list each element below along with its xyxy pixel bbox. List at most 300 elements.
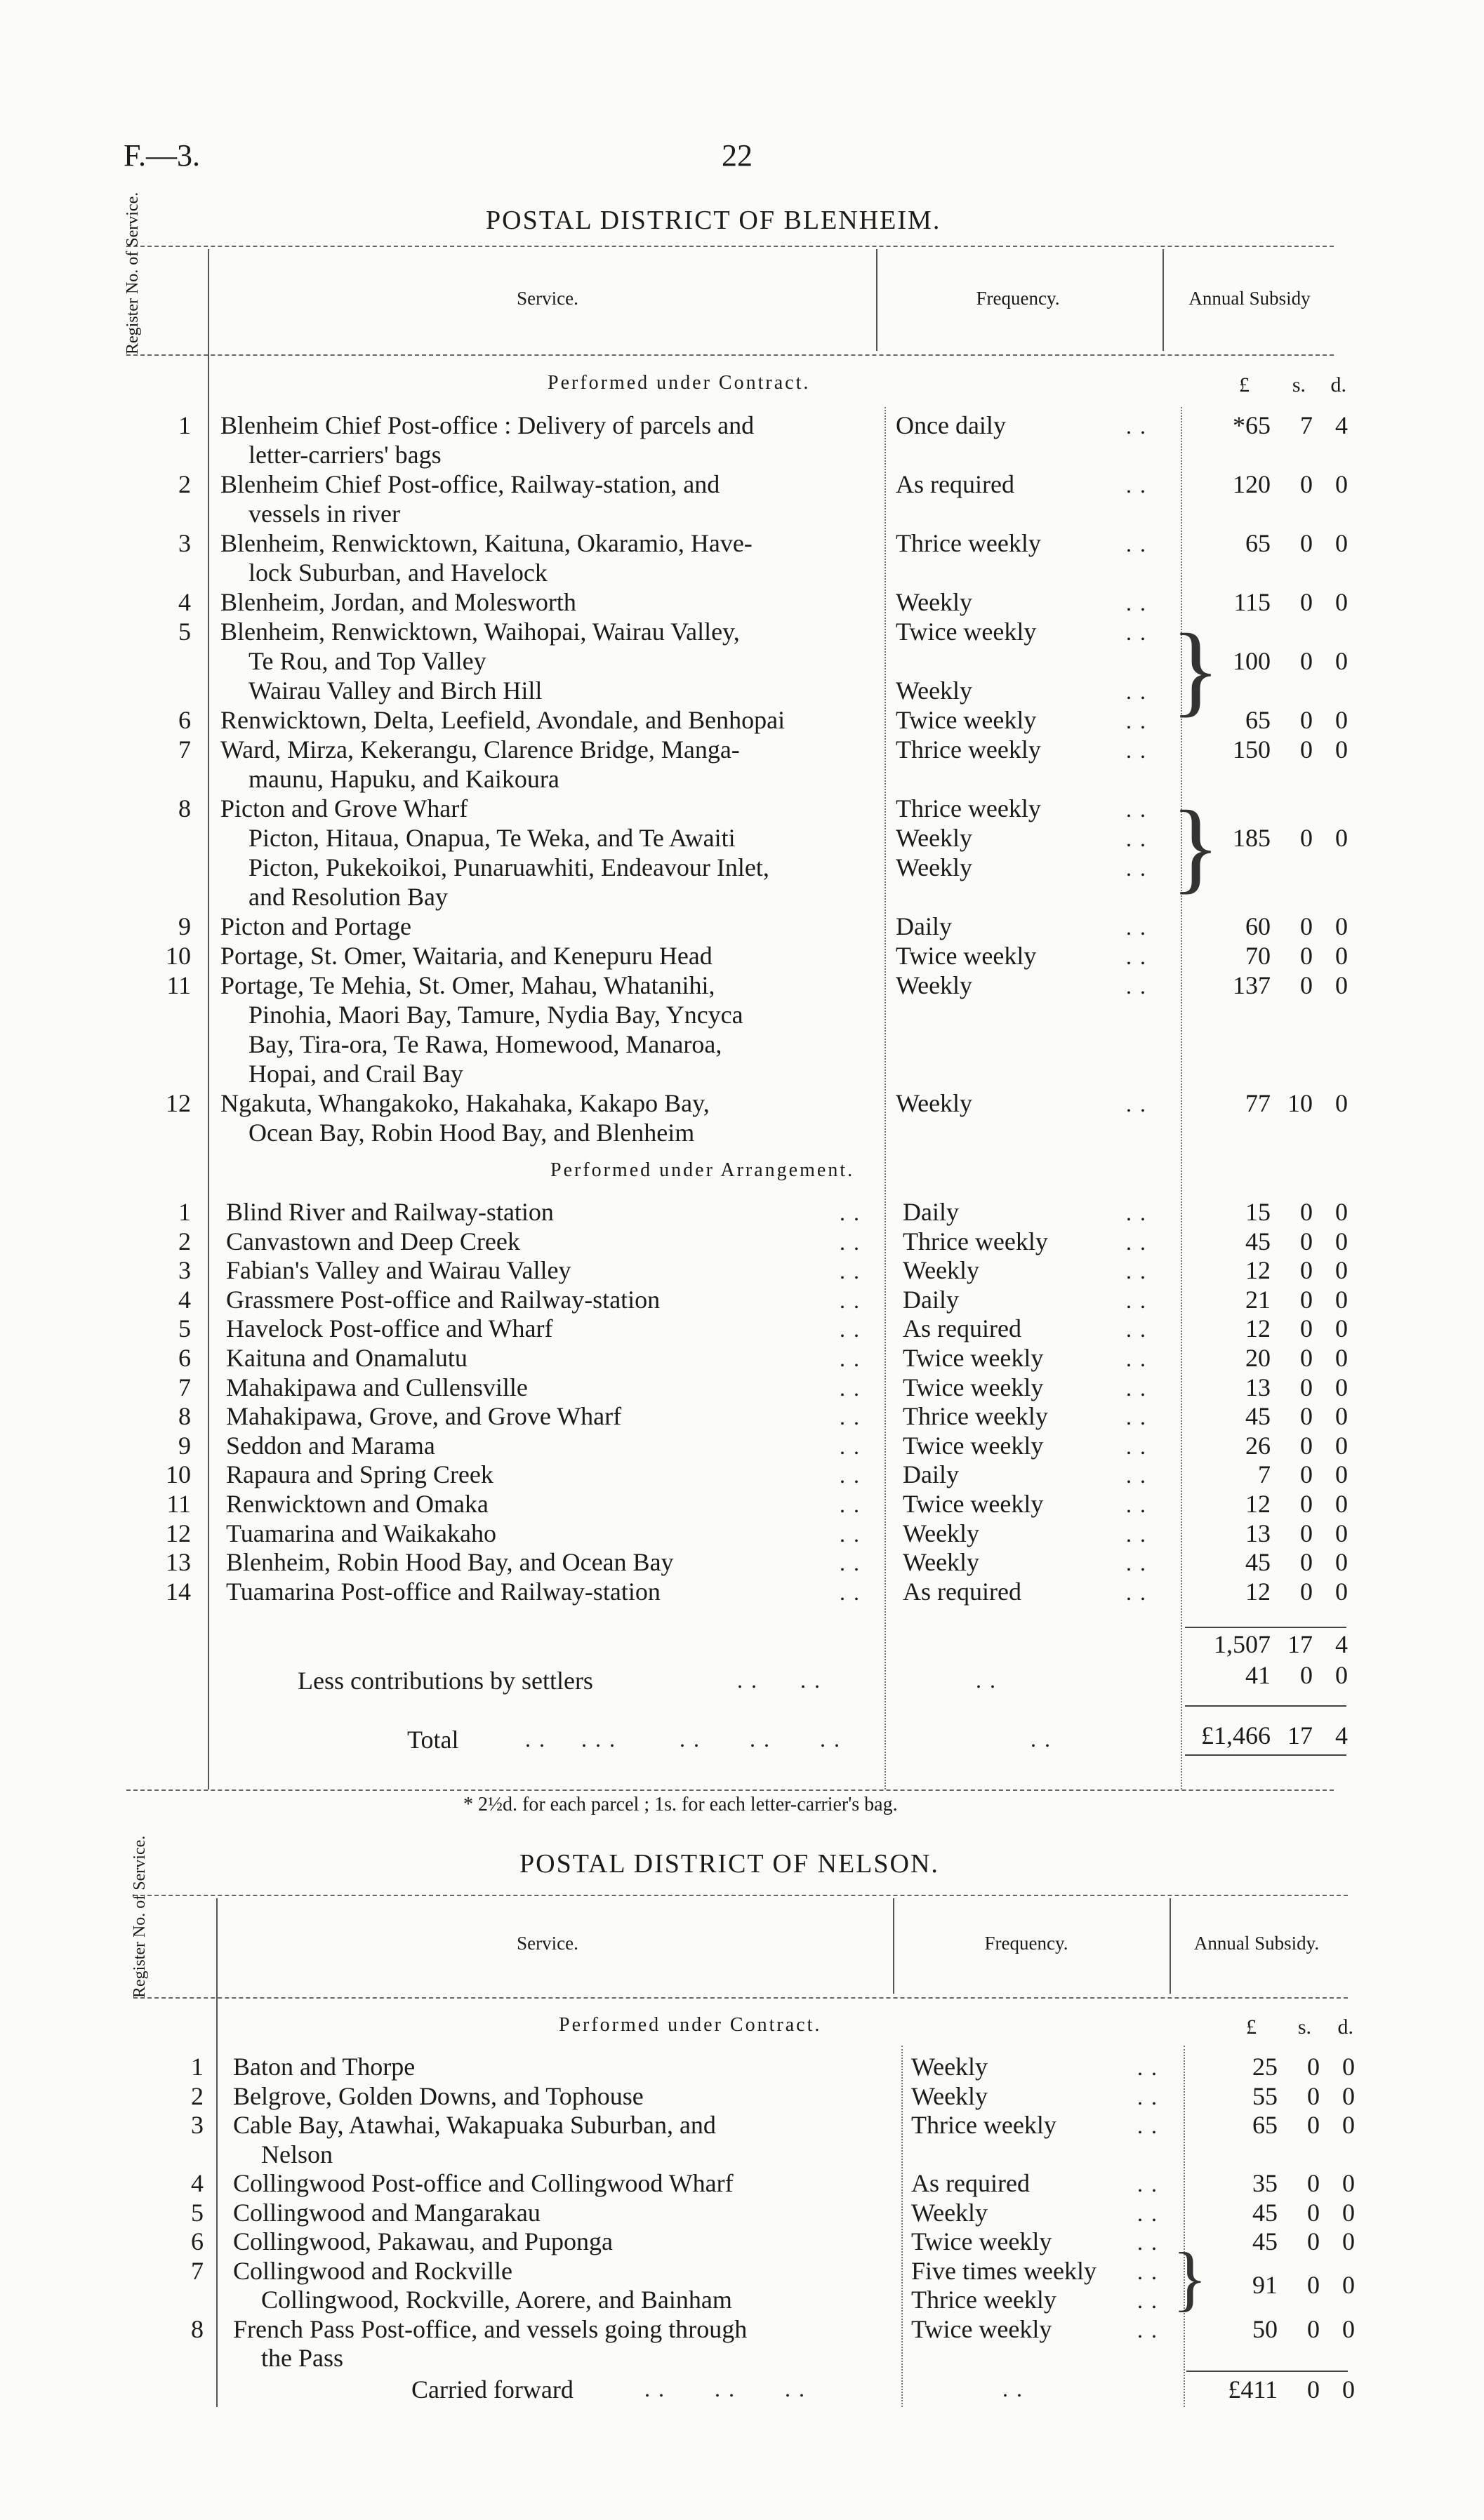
- blenheim-contract-freq-leader: . .: [1126, 738, 1147, 763]
- nelson-contract-frequency: Weekly: [911, 2198, 988, 2227]
- blenheim-contract-pounds: 115: [1233, 588, 1271, 616]
- nelson-col-register: Register No. of Service.: [131, 1835, 149, 1998]
- nelson-col-divider-5: [1184, 2046, 1185, 2407]
- nelson-contract-pounds: 45: [1252, 2227, 1278, 2255]
- blenheim-arrangement-pence: 0: [1335, 1548, 1348, 1577]
- blenheim-arrangement-pence: 0: [1335, 1402, 1348, 1431]
- blenheim-header-top-rule: [126, 246, 1334, 247]
- blenheim-contract-pounds: 60: [1245, 912, 1271, 940]
- blenheim-contract-service-line: Blenheim Chief Post-office : Delivery of parcels and: [220, 411, 755, 439]
- blenheim-arrangement-pence: 0: [1335, 1256, 1348, 1285]
- blenheim-contract-service-line: Pinohia, Maori Bay, Tamure, Nydia Bay, Yncyca: [249, 1001, 743, 1029]
- blenheim-arrangement-pence: 0: [1335, 1519, 1348, 1547]
- blenheim-contract-pounds: 100: [1233, 647, 1271, 675]
- blenheim-contract-pounds: *65: [1233, 411, 1271, 439]
- blenheim-contract-frequency: Twice weekly: [896, 942, 1037, 970]
- nelson-contract-pence: 0: [1342, 2314, 1355, 2343]
- blenheim-subtotal-rule: [1185, 1627, 1346, 1628]
- blenheim-arrangement-pounds: 13: [1245, 1519, 1271, 1547]
- nelson-contract-heading: Performed under Contract.: [559, 2014, 822, 2036]
- blenheim-contract-shillings: 10: [1287, 1089, 1313, 1117]
- blenheim-arrangement-frequency: Twice weekly: [903, 1344, 1044, 1372]
- nelson-contract-pounds: 45: [1252, 2198, 1278, 2227]
- blenheim-arrangement-service-leader: . .: [840, 1375, 861, 1401]
- blenheim-contract-shillings: 0: [1300, 912, 1313, 940]
- blenheim-total-pence: 4: [1335, 1721, 1348, 1749]
- blenheim-less-dots: . . . . . .: [737, 1667, 997, 1693]
- blenheim-arrangement-pence: 0: [1335, 1344, 1348, 1372]
- nelson-carried-pounds: £411: [1228, 2375, 1278, 2404]
- blenheim-arrangement-service: Blind River and Railway-station: [226, 1198, 554, 1226]
- nelson-contract-service-line: French Pass Post-office, and vessels going through: [233, 2314, 748, 2343]
- blenheim-arrangement-pounds: 45: [1245, 1227, 1271, 1255]
- blenheim-contract-frequency: Thrice weekly: [896, 794, 1041, 822]
- blenheim-arrangement-frequency: Weekly: [903, 1256, 980, 1285]
- blenheim-contract-frequency: Twice weekly: [896, 706, 1037, 734]
- blenheim-arrangement-shillings: 0: [1300, 1314, 1313, 1343]
- blenheim-arrangement-frequency: Thrice weekly: [903, 1402, 1048, 1431]
- blenheim-col-register: Register No. of Service.: [124, 192, 142, 354]
- blenheim-arrangement-service: Mahakipawa, Grove, and Grove Wharf: [226, 1402, 622, 1431]
- blenheim-contract-service-line: Portage, St. Omer, Waitaria, and Kenepuru Head: [220, 942, 713, 970]
- blenheim-arrangement-frequency: Twice weekly: [903, 1431, 1044, 1460]
- blenheim-arrangement-service-leader: . .: [840, 1550, 861, 1576]
- nelson-contract-freq-leader: . .: [1137, 2084, 1158, 2109]
- blenheim-arrangement-pounds: 45: [1245, 1402, 1271, 1431]
- nelson-contract-service-line: Baton and Thorpe: [233, 2053, 416, 2081]
- blenheim-arrangement-shillings: 0: [1300, 1519, 1313, 1547]
- nelson-contract-freq-leader: . .: [1137, 2055, 1158, 2080]
- blenheim-contract-frequency: Twice weekly: [896, 618, 1037, 646]
- blenheim-arrangement-register-no: 9: [178, 1431, 191, 1460]
- nelson-currency-pounds: £: [1246, 2015, 1257, 2039]
- nelson-contract-shillings: 0: [1307, 2053, 1320, 2081]
- nelson-contract-frequency: Five times weekly: [911, 2256, 1097, 2285]
- blenheim-arrangement-register-no: 3: [178, 1256, 191, 1285]
- blenheim-arrangement-pence: 0: [1335, 1431, 1348, 1460]
- nelson-currency-shillings: s.: [1297, 2015, 1311, 2039]
- blenheim-arrangement-service: Rapaura and Spring Creek: [226, 1460, 493, 1489]
- blenheim-contract-pounds: 77: [1245, 1089, 1271, 1117]
- blenheim-col-divider-1: [208, 249, 209, 1789]
- blenheim-contract-pence: 0: [1335, 647, 1348, 675]
- blenheim-contract-pounds: 137: [1233, 971, 1271, 999]
- blenheim-col-frequency: Frequency.: [976, 288, 1060, 309]
- nelson-contract-shillings: 0: [1307, 2169, 1320, 2197]
- nelson-header-bottom-rule: [133, 1997, 1348, 1999]
- nelson-carried-rule: [1186, 2371, 1348, 2372]
- blenheim-arrangement-freq-leader: . .: [1126, 1316, 1147, 1342]
- blenheim-header-bottom-rule: [126, 354, 1334, 356]
- blenheim-contract-freq-leader: . .: [1126, 973, 1147, 999]
- blenheim-contract-shillings: 0: [1300, 971, 1313, 999]
- blenheim-contract-shillings: 7: [1300, 411, 1313, 439]
- blenheim-currency-shillings: s.: [1292, 373, 1306, 396]
- blenheim-contract-service-line: and Resolution Bay: [249, 883, 448, 911]
- blenheim-arrangement-shillings: 0: [1300, 1373, 1313, 1401]
- blenheim-arrangement-pence: 0: [1335, 1227, 1348, 1255]
- blenheim-arrangement-freq-leader: . .: [1126, 1521, 1147, 1547]
- nelson-contract-freq-leader: . .: [1137, 2288, 1158, 2313]
- blenheim-arrangement-service: Fabian's Valley and Wairau Valley: [226, 1256, 571, 1285]
- nelson-contract-frequency: Twice weekly: [911, 2314, 1052, 2343]
- blenheim-arrangement-service-leader: . .: [840, 1229, 861, 1255]
- blenheim-contract-pence: 0: [1335, 912, 1348, 940]
- nelson-contract-pence: 0: [1342, 2111, 1355, 2139]
- blenheim-arrangement-service: Grassmere Post-office and Railway-station: [226, 1285, 661, 1314]
- nelson-contract-brace: }: [1172, 2238, 1207, 2319]
- nelson-contract-shillings: 0: [1307, 2081, 1320, 2110]
- blenheim-contract-freq-leader: . .: [1126, 826, 1147, 851]
- blenheim-contract-frequency: Thrice weekly: [896, 529, 1041, 557]
- blenheim-contract-brace: }: [1171, 613, 1221, 726]
- blenheim-contract-register-no: 5: [178, 618, 191, 646]
- blenheim-arrangement-frequency: As required: [903, 1314, 1021, 1343]
- nelson-contract-register-no: 7: [191, 2256, 204, 2285]
- blenheim-contract-shillings: 0: [1300, 470, 1313, 498]
- blenheim-arrangement-shillings: 0: [1300, 1227, 1313, 1255]
- nelson-contract-pence: 0: [1342, 2081, 1355, 2110]
- blenheim-arrangement-service: Blenheim, Robin Hood Bay, and Ocean Bay: [226, 1548, 674, 1577]
- nelson-contract-pounds: 91: [1252, 2271, 1278, 2300]
- blenheim-contract-frequency: Once daily: [896, 411, 1006, 439]
- blenheim-arrangement-pounds: 12: [1245, 1314, 1271, 1343]
- blenheim-arrangement-pounds: 15: [1245, 1198, 1271, 1226]
- blenheim-arrangement-shillings: 0: [1300, 1198, 1313, 1226]
- blenheim-contract-freq-leader: . .: [1126, 620, 1147, 645]
- nelson-contract-frequency: Weekly: [911, 2053, 988, 2081]
- blenheim-arrangement-register-no: 13: [166, 1548, 191, 1577]
- nelson-title: POSTAL DISTRICT OF NELSON.: [519, 1849, 939, 1879]
- blenheim-arrangement-freq-leader: . .: [1126, 1287, 1147, 1313]
- blenheim-contract-service-line: Picton and Grove Wharf: [220, 794, 468, 822]
- blenheim-contract-shillings: 0: [1300, 588, 1313, 616]
- nelson-contract-pence: 0: [1342, 2227, 1355, 2255]
- blenheim-contract-shillings: 0: [1300, 529, 1313, 557]
- blenheim-subtotal-pence: 4: [1335, 1630, 1348, 1658]
- blenheim-arrangement-service: Tuamarina and Waikakaho: [226, 1519, 497, 1547]
- blenheim-contract-service-line: Wairau Valley and Birch Hill: [249, 676, 543, 705]
- blenheim-contract-frequency: Weekly: [896, 824, 973, 852]
- nelson-carried-shillings: 0: [1307, 2375, 1320, 2404]
- blenheim-arrangement-service-leader: . .: [840, 1521, 861, 1547]
- blenheim-arrangement-pounds: 7: [1258, 1460, 1271, 1489]
- blenheim-bottom-rule: [126, 1789, 1334, 1791]
- blenheim-arrangement-frequency: Weekly: [903, 1548, 980, 1577]
- blenheim-subtotal-pounds: 1,507: [1214, 1630, 1271, 1658]
- blenheim-contract-freq-leader: . .: [1126, 413, 1147, 439]
- nelson-contract-register-no: 8: [191, 2314, 204, 2343]
- blenheim-contract-service-line: Ngakuta, Whangakoko, Hakahaka, Kakapo Bay,: [220, 1089, 710, 1117]
- blenheim-contract-register-no: 8: [178, 794, 191, 822]
- blenheim-total-dots: . . . . . . . . . . . . .: [525, 1726, 1052, 1752]
- nelson-col-divider-2: [893, 1898, 894, 1994]
- blenheim-arrangement-service-leader: . .: [840, 1462, 861, 1488]
- nelson-contract-pounds: 55: [1252, 2081, 1278, 2110]
- blenheim-arrangement-freq-leader: . .: [1126, 1375, 1147, 1401]
- blenheim-arrangement-freq-leader: . .: [1126, 1346, 1147, 1371]
- blenheim-arrangement-register-no: 14: [166, 1577, 191, 1606]
- nelson-contract-register-no: 2: [191, 2081, 204, 2110]
- blenheim-arrangement-service-leader: . .: [840, 1579, 861, 1605]
- page-reference: F.—3.: [124, 138, 200, 173]
- nelson-contract-service-line: Collingwood, Pakawau, and Puponga: [233, 2227, 613, 2255]
- blenheim-arrangement-service-leader: . .: [840, 1492, 861, 1517]
- nelson-contract-service-line: Belgrove, Golden Downs, and Tophouse: [233, 2081, 644, 2110]
- blenheim-contract-service-line: Blenheim, Renwicktown, Kaituna, Okaramio, Have-: [220, 529, 753, 557]
- blenheim-arrangement-register-no: 4: [178, 1285, 191, 1314]
- nelson-contract-pence: 0: [1342, 2198, 1355, 2227]
- blenheim-arrangement-shillings: 0: [1300, 1402, 1313, 1431]
- blenheim-arrangement-shillings: 0: [1300, 1344, 1313, 1372]
- blenheim-arrangement-pounds: 12: [1245, 1256, 1271, 1285]
- blenheim-arrangement-pence: 0: [1335, 1198, 1348, 1226]
- nelson-contract-service-line: Collingwood and Rockville: [233, 2256, 512, 2285]
- blenheim-contract-register-no: 1: [178, 411, 191, 439]
- blenheim-contract-freq-leader: . .: [1126, 855, 1147, 881]
- blenheim-arrangement-pounds: 45: [1245, 1548, 1271, 1577]
- blenheim-arrangement-service-leader: . .: [840, 1433, 861, 1459]
- blenheim-contract-frequency: Weekly: [896, 853, 973, 881]
- blenheim-arrangement-pence: 0: [1335, 1460, 1348, 1489]
- blenheim-less-pence: 0: [1335, 1661, 1348, 1689]
- blenheim-col-divider-2: [876, 249, 877, 351]
- blenheim-contract-frequency: Weekly: [896, 588, 973, 616]
- nelson-contract-shillings: 0: [1307, 2198, 1320, 2227]
- nelson-col-divider-1: [216, 1898, 218, 2407]
- blenheim-arrangement-service-leader: . .: [840, 1404, 861, 1430]
- blenheim-total-label: Total: [407, 1726, 459, 1754]
- blenheim-col-service: Service.: [517, 288, 578, 309]
- blenheim-arrangement-freq-leader: . .: [1126, 1200, 1147, 1225]
- blenheim-contract-freq-leader: . .: [1126, 708, 1147, 733]
- blenheim-contract-pence: 0: [1335, 706, 1348, 734]
- blenheim-contract-shillings: 0: [1300, 824, 1313, 852]
- blenheim-contract-pounds: 70: [1245, 942, 1271, 970]
- blenheim-contract-service-line: Hopai, and Crail Bay: [249, 1060, 463, 1088]
- nelson-contract-service-line: Collingwood, Rockville, Aorere, and Bainham: [261, 2286, 732, 2314]
- blenheim-contract-shillings: 0: [1300, 706, 1313, 734]
- blenheim-arrangement-pence: 0: [1335, 1490, 1348, 1518]
- blenheim-arrangement-freq-leader: . .: [1126, 1404, 1147, 1430]
- blenheim-col-divider-3: [1162, 249, 1164, 351]
- blenheim-contract-pence: 4: [1335, 411, 1348, 439]
- blenheim-contract-pence: 0: [1335, 529, 1348, 557]
- nelson-contract-pounds: 50: [1252, 2314, 1278, 2343]
- blenheim-contract-service-line: Ocean Bay, Robin Hood Bay, and Blenheim: [249, 1119, 695, 1147]
- blenheim-arrangement-service: Havelock Post-office and Wharf: [226, 1314, 553, 1343]
- blenheim-col-divider-4: [885, 407, 886, 1789]
- blenheim-total-rule-bottom: [1185, 1754, 1346, 1756]
- blenheim-contract-shillings: 0: [1300, 647, 1313, 675]
- blenheim-contract-pence: 0: [1335, 735, 1348, 764]
- blenheim-arrangement-service-leader: . .: [840, 1316, 861, 1342]
- blenheim-arrangement-shillings: 0: [1300, 1460, 1313, 1489]
- blenheim-arrangement-frequency: Twice weekly: [903, 1373, 1044, 1401]
- nelson-contract-register-no: 1: [191, 2053, 204, 2081]
- blenheim-contract-service-line: vessels in river: [249, 500, 400, 528]
- blenheim-contract-service-line: Bay, Tira-ora, Te Rawa, Homewood, Manaroa,: [249, 1030, 722, 1058]
- blenheim-contract-shillings: 0: [1300, 735, 1313, 764]
- nelson-contract-frequency: Thrice weekly: [911, 2111, 1056, 2139]
- blenheim-arrangement-service: Kaituna and Onamalutu: [226, 1344, 468, 1372]
- blenheim-less-shillings: 0: [1300, 1661, 1313, 1689]
- nelson-contract-shillings: 0: [1307, 2314, 1320, 2343]
- nelson-contract-service-line: Collingwood Post-office and Collingwood Wharf: [233, 2169, 734, 2197]
- blenheim-arrangement-register-no: 12: [166, 1519, 191, 1547]
- nelson-carried-pence: 0: [1342, 2375, 1355, 2404]
- nelson-contract-pence: 0: [1342, 2053, 1355, 2081]
- nelson-col-frequency: Frequency.: [984, 1933, 1068, 1954]
- blenheim-contract-pence: 0: [1335, 470, 1348, 498]
- blenheim-contract-service-line: Te Rou, and Top Valley: [249, 647, 486, 675]
- blenheim-contract-frequency: Weekly: [896, 1089, 973, 1117]
- blenheim-contract-register-no: 3: [178, 529, 191, 557]
- blenheim-contract-shillings: 0: [1300, 942, 1313, 970]
- blenheim-contract-service-line: Picton, Hitaua, Onapua, Te Weka, and Te Awaiti: [249, 824, 736, 852]
- blenheim-footnote: * 2½d. for each parcel ; 1s. for each letter-carrier's bag.: [463, 1794, 898, 1815]
- blenheim-arrangement-frequency: Weekly: [903, 1519, 980, 1547]
- blenheim-contract-pence: 0: [1335, 824, 1348, 852]
- blenheim-contract-pence: 0: [1335, 1089, 1348, 1117]
- blenheim-arrangement-freq-leader: . .: [1126, 1492, 1147, 1517]
- blenheim-contract-pounds: 65: [1245, 706, 1271, 734]
- nelson-col-divider-4: [901, 2046, 903, 2407]
- blenheim-total-rule-top: [1185, 1705, 1346, 1707]
- blenheim-arrangement-pence: 0: [1335, 1314, 1348, 1343]
- nelson-col-service: Service.: [517, 1933, 578, 1954]
- blenheim-arrangement-shillings: 0: [1300, 1490, 1313, 1518]
- nelson-contract-pounds: 65: [1252, 2111, 1278, 2139]
- blenheim-contract-brace: }: [1171, 789, 1221, 903]
- blenheim-arrangement-frequency: As required: [903, 1577, 1021, 1606]
- nelson-contract-freq-leader: . .: [1137, 2200, 1158, 2226]
- blenheim-contract-pence: 0: [1335, 588, 1348, 616]
- page-number: 22: [722, 138, 753, 173]
- blenheim-arrangement-service: Tuamarina Post-office and Railway-station: [226, 1577, 661, 1606]
- blenheim-arrangement-pence: 0: [1335, 1285, 1348, 1314]
- nelson-contract-pence: 0: [1342, 2169, 1355, 2197]
- blenheim-contract-pence: 0: [1335, 971, 1348, 999]
- blenheim-arrangement-frequency: Thrice weekly: [903, 1227, 1048, 1255]
- nelson-contract-frequency: Weekly: [911, 2081, 988, 2110]
- blenheim-contract-register-no: 11: [166, 971, 191, 999]
- nelson-contract-shillings: 0: [1307, 2271, 1320, 2300]
- blenheim-contract-frequency: As required: [896, 470, 1014, 498]
- blenheim-contract-frequency: Weekly: [896, 676, 973, 705]
- blenheim-contract-freq-leader: . .: [1126, 472, 1147, 498]
- blenheim-contract-service-line: Renwicktown, Delta, Leefield, Avondale, and Benhopai: [220, 706, 786, 734]
- nelson-carried-label: Carried forward: [411, 2375, 574, 2404]
- blenheim-contract-register-no: 6: [178, 706, 191, 734]
- nelson-contract-pounds: 25: [1252, 2053, 1278, 2081]
- blenheim-contract-pence: 0: [1335, 942, 1348, 970]
- blenheim-contract-register-no: 12: [166, 1089, 191, 1117]
- blenheim-arrangement-freq-leader: . .: [1126, 1579, 1147, 1605]
- blenheim-contract-service-line: Blenheim Chief Post-office, Railway-station, and: [220, 470, 720, 498]
- blenheim-contract-frequency: Daily: [896, 912, 952, 940]
- blenheim-contract-freq-leader: . .: [1126, 679, 1147, 704]
- nelson-contract-register-no: 4: [191, 2169, 204, 2197]
- nelson-contract-freq-leader: . .: [1137, 2171, 1158, 2196]
- blenheim-contract-pounds: 65: [1245, 529, 1271, 557]
- blenheim-contract-register-no: 7: [178, 735, 191, 764]
- blenheim-arrangement-shillings: 0: [1300, 1577, 1313, 1606]
- blenheim-arrangement-register-no: 2: [178, 1227, 191, 1255]
- blenheim-contract-register-no: 4: [178, 588, 191, 616]
- nelson-contract-shillings: 0: [1307, 2227, 1320, 2255]
- blenheim-arrangement-pounds: 13: [1245, 1373, 1271, 1401]
- blenheim-contract-freq-leader: . .: [1126, 944, 1147, 969]
- nelson-carried-dots: . . . . . . . .: [644, 2376, 1023, 2401]
- blenheim-arrangement-frequency: Daily: [903, 1460, 959, 1489]
- blenheim-arrangement-register-no: 6: [178, 1344, 191, 1372]
- blenheim-arrangement-pence: 0: [1335, 1373, 1348, 1401]
- blenheim-contract-service-line: Portage, Te Mehia, St. Omer, Mahau, Whatanihi,: [220, 971, 715, 999]
- blenheim-arrangement-service: Canvastown and Deep Creek: [226, 1227, 520, 1255]
- nelson-contract-register-no: 5: [191, 2198, 204, 2227]
- blenheim-arrangement-pounds: 12: [1245, 1577, 1271, 1606]
- blenheim-arrangement-shillings: 0: [1300, 1548, 1313, 1577]
- blenheim-arrangement-service-leader: . .: [840, 1287, 861, 1313]
- blenheim-contract-frequency: Thrice weekly: [896, 735, 1041, 764]
- nelson-contract-register-no: 6: [191, 2227, 204, 2255]
- blenheim-arrangement-service: Mahakipawa and Cullensville: [226, 1373, 528, 1401]
- blenheim-arrangement-register-no: 11: [166, 1490, 191, 1518]
- blenheim-arrangement-frequency: Daily: [903, 1285, 959, 1314]
- blenheim-subtotal-shillings: 17: [1287, 1630, 1313, 1658]
- blenheim-contract-heading: Performed under Contract.: [548, 372, 811, 394]
- blenheim-contract-service-line: Picton and Portage: [220, 912, 411, 940]
- blenheim-arrangement-shillings: 0: [1300, 1285, 1313, 1314]
- blenheim-arrangement-register-no: 7: [178, 1373, 191, 1401]
- nelson-contract-pounds: 35: [1252, 2169, 1278, 2197]
- nelson-col-divider-3: [1170, 1898, 1171, 1994]
- blenheim-arrangement-pence: 0: [1335, 1577, 1348, 1606]
- blenheim-arrangement-frequency: Twice weekly: [903, 1490, 1044, 1518]
- blenheim-currency-pence: d.: [1330, 373, 1346, 396]
- blenheim-arrangement-register-no: 5: [178, 1314, 191, 1343]
- blenheim-arrangement-register-no: 10: [166, 1460, 191, 1489]
- blenheim-arrangement-register-no: 8: [178, 1402, 191, 1431]
- blenheim-contract-service-line: Blenheim, Renwicktown, Waihopai, Wairau Valley,: [220, 618, 740, 646]
- blenheim-contract-service-line: Ward, Mirza, Kekerangu, Clarence Bridge, Manga-: [220, 735, 740, 764]
- blenheim-contract-pounds: 120: [1233, 470, 1271, 498]
- nelson-contract-frequency: As required: [911, 2169, 1030, 2197]
- blenheim-contract-frequency: Weekly: [896, 971, 973, 999]
- blenheim-arrangement-pounds: 26: [1245, 1431, 1271, 1460]
- blenheim-contract-service-line: Picton, Pukekoikoi, Punaruawhiti, Endeavour Inlet,: [249, 853, 769, 881]
- blenheim-contract-service-line: letter-carriers' bags: [249, 441, 442, 469]
- blenheim-arrangement-service: Seddon and Marama: [226, 1431, 435, 1460]
- nelson-contract-service-line: the Pass: [261, 2344, 343, 2372]
- nelson-col-subsidy: Annual Subsidy.: [1193, 1933, 1320, 1954]
- blenheim-arrangement-pounds: 20: [1245, 1344, 1271, 1372]
- blenheim-less-pounds: 41: [1245, 1661, 1271, 1689]
- blenheim-contract-freq-leader: . .: [1126, 531, 1147, 556]
- blenheim-arrangement-freq-leader: . .: [1126, 1550, 1147, 1576]
- blenheim-contract-freq-leader: . .: [1126, 914, 1147, 940]
- nelson-contract-service-line: Nelson: [261, 2140, 333, 2168]
- nelson-contract-freq-leader: . .: [1137, 2229, 1158, 2255]
- blenheim-arrangement-service-leader: . .: [840, 1258, 861, 1284]
- blenheim-arrangement-service-leader: . .: [840, 1346, 861, 1371]
- blenheim-col-subsidy: Annual Subsidy: [1188, 288, 1311, 309]
- blenheim-contract-service-line: maunu, Hapuku, and Kaikoura: [249, 765, 559, 793]
- blenheim-contract-freq-leader: . .: [1126, 796, 1147, 822]
- blenheim-title: POSTAL DISTRICT OF BLENHEIM.: [486, 206, 941, 235]
- blenheim-contract-pounds: 185: [1233, 824, 1271, 852]
